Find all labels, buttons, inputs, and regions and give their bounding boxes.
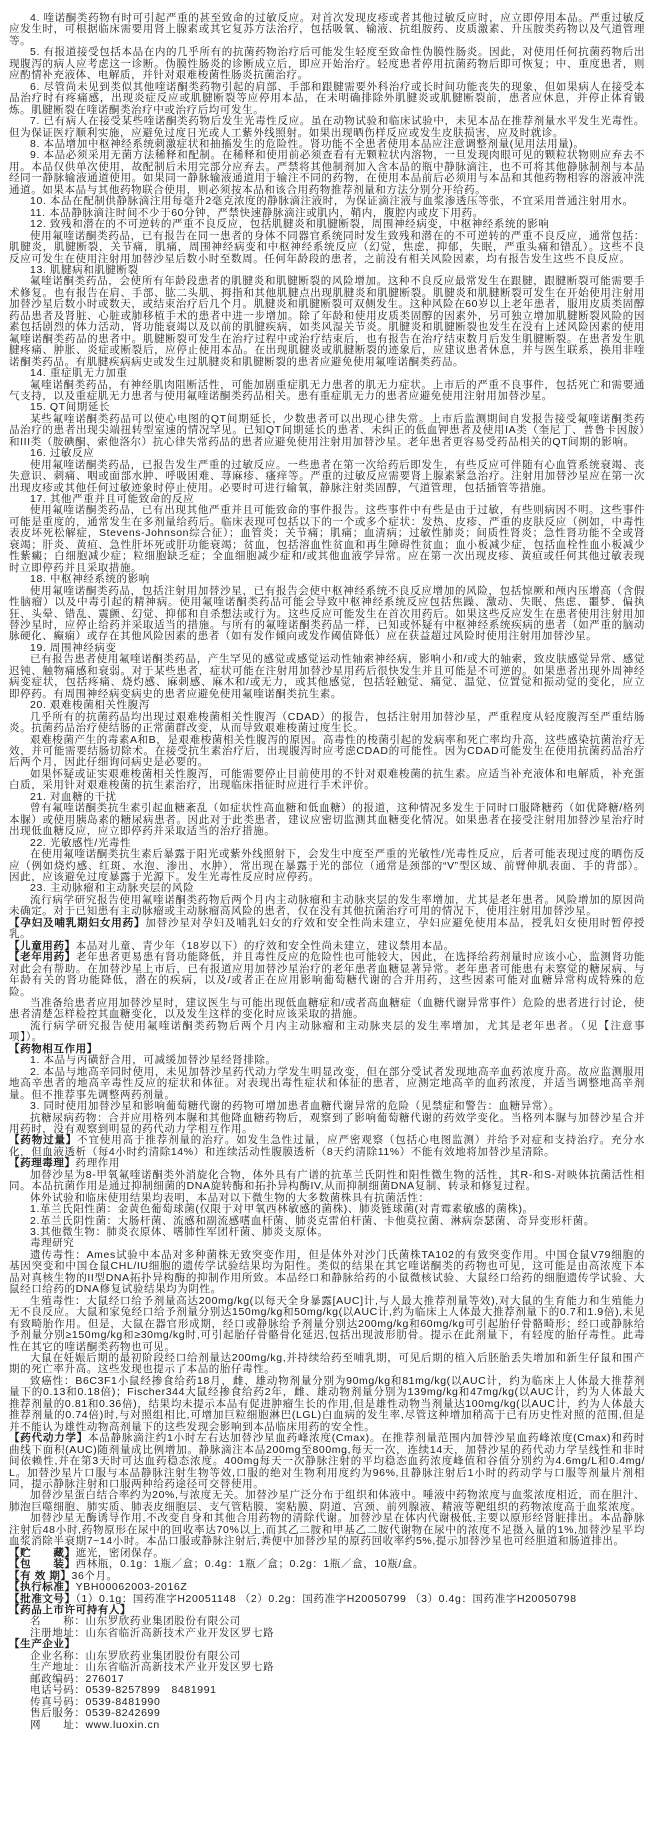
paragraph-text: 售后服务：0539-8242699 (30, 1707, 161, 1720)
paragraph-text: 名 称：山东罗欣药业集团股份有限公司 (30, 1615, 241, 1628)
paragraph-text: 2.革兰氏阴性菌：大肠杆菌、流感和副流感嗜血杆菌、肺炎克雷伯杆菌、卡他莫拉菌、淋病奈瑟菌、奇异变形杆菌。 (30, 1214, 595, 1227)
paragraph-text: 使用氟喹诺酮类药品，已有报告在同一患者的身体不同器官系统同时发生致残和潜在的不可逆转的严重不良反应，通常包括：肌腱炎，肌腱断裂，关节痛，肌痛，周围神经病变和中枢神经系统反应（幻觉，焦虑，抑郁，失眠，严重头痛和错乱）。这些不良反应可发生在使用注射用加替沙星后数小时至数周。任何年龄段的患者，之前没有相关风险因素，均有报告发生这些不良反应。 (9, 229, 645, 265)
paragraph-text: 抗糖尿病药物：合并应用格列本脲和其他降血糖药物后，观察到了影响葡萄糖代谢的药效学变化。当格列本脲与加替沙星合并用药时，没有观察到明显的药代动力学相互作用。 (9, 1111, 645, 1135)
paragraph (9, 505, 645, 574)
section-header: 【儿童用药】 (9, 939, 76, 952)
paragraph-text: 9. 本品必须采用无菌方法稀释和配制。在稀释和使用前必须查看有无颗粒状内溶物，一旦发现肉眼可见的颗粒状物则应弃去不用。本品仅供单次使用，故配制后未用完部分应弃去。严禁将其他制剂加入含本品的瓶中静脉滴注，也不可将其他静脉制剂与本品经同一静脉输液通道使用。如果同一静脉输液通道用于输注不同的药物，在使用本品前后必须用与本品和其他药物相容的溶液冲洗通道。如果本品与其他药物联合使用，则必须按本品和该合用药物推荐剂量和方法分别分开给药。 (9, 149, 645, 196)
paragraph-text: 5. 有报道接受包括本品在内的几乎所有的抗菌药物治疗后可能发生轻度至致命性伪膜性肠炎。因此，对使用任何抗菌药物后出现腹泻的病人应考虑这一诊断。伪膜性肠炎的诊断成立后，即应开始治疗。轻度患者停用抗菌药物后即可恢复；中、重度患者，则应酌情补充液体、电解质，并针对艰难梭菌性肠炎抗菌治疗。 (9, 46, 645, 82)
section-header: 【批准文号】 (9, 1592, 76, 1605)
paragraph-text: 2. 本品与地高辛同时使用，未见加替沙星药代动力学发生明显改变，但在部分受试者发现地高辛血药浓度升高。故应监测服用地高辛患者的地高辛毒性反应的症状和体征。对表现出毒性症状和体征的患者，应测定地高辛的血药浓度，并适当调整地高辛剂量。但不推荐事先调整两药剂量。 (9, 1065, 645, 1101)
document-body (9, 13, 645, 1731)
paragraph-text: 艰难梭菌产生的毒素A和B，是艰难梭菌相关性腹泻的原因。高毒性的梭菌引起的发病率和死亡率均升高，这些感染抗菌治疗无效，并可能需要结肠切除术。在接受抗生素治疗后，出现腹泻时应考虑CDAD的可能性。因为CDAD可能发生在使用抗菌药品治疗后两个月，因此仔细询问病史是必要的。 (9, 733, 645, 769)
paragraph (9, 586, 645, 643)
paragraph (9, 735, 645, 769)
paragraph-text: 3.其他微生物：肺炎衣原体、嗜肺性军团杆菌、肺炎支原体。 (30, 1226, 329, 1239)
paragraph-text: 流行病学研究报告使用氟喹诺酮类药物后两个月内主动脉瘤和主动脉夹层的发生率增加，尤其是老年患者。风险增加的原因尚未确定。对于已知患有主动脉瘤或主动脉瘤高风险的患者，仅在没有其他抗菌治疗可用的情况下，使用注射用加替沙星。 (9, 893, 645, 918)
paragraph (9, 1021, 645, 1044)
paragraph-text: 注册地址：山东省临沂高新技术产业开发区罗七路 (30, 1626, 275, 1639)
paragraph (9, 1628, 645, 1639)
paragraph (9, 769, 645, 792)
paragraph-text: 17. 其他严重并且可能致命的反应 (30, 493, 195, 506)
paragraph (9, 414, 645, 448)
paragraph (9, 380, 645, 403)
paragraph-text: 3. 同时使用加替沙星和影响葡萄糖代谢的药物可增加患者血糖代谢异常的危险（见禁症和警告：血糖异常）。 (30, 1100, 560, 1113)
paragraph-text: （1）0.1g：国药准字H20051148 （2）0.2g：国药准字H20050799 （3）0.4g：国药准字H20050798 (75, 1592, 577, 1605)
paragraph-text: 21. 对血糖的干扰 (30, 790, 117, 803)
section-paragraph (9, 1135, 645, 1158)
paragraph-text: 使用氟喹诺酮类药品，已报告发生严重的过敏反应。一些患者在第一次给药后即发生，有些反应可伴随有心血管系统衰竭、丧失意识、刺痛、咽或面部水肿、呼吸困难、荨麻疹、瘙痒等。严重的过敏反应需要肾上腺素紧急治疗。注射用加替沙星应在第一次出现皮疹或其他任何过敏迹象时停止使用。必要时可进行输氧，静脉注射类固醇，气道管理，包括插管等措施。 (9, 458, 645, 494)
paragraph (9, 998, 645, 1021)
paragraph (9, 47, 645, 81)
paragraph (9, 1296, 645, 1353)
section-header: 【药物相互作用】 (9, 1042, 98, 1055)
section-header: 【药理毒理】 (9, 1157, 76, 1170)
paragraph-text: 药理作用 (75, 1157, 121, 1170)
paragraph-text: 老年患者更易患有肾功能降低，并且毒性反应的危险性也可能较大，因此，在选择给药剂量时应该小心，监测肾功能对此会有帮助。在加替沙星上市后，已有报道应用加替沙星治疗的老年患者血糖显著异常。老年患者可能患有未察觉的糖尿病、与年龄有关的肾功能降低，潜在的疾病，以及/或者正在应用影响葡萄糖代谢的合并用药，这些因素可能对血糖异常构成特殊的危险。 (9, 951, 645, 998)
section-paragraph (9, 952, 645, 998)
paragraph-text: 不宜使用高于推荐剂量的治疗。如发生急性过量，应严密观察（包括心电图监测）并给予对症和支持治疗。充分水化，但血液透析（每4小时约清除14%）和连续活动性腹膜透析（8天约清除11%）不能有效地将加替沙星清除。 (9, 1134, 645, 1158)
paragraph (9, 1113, 645, 1136)
paragraph (9, 1250, 645, 1296)
paragraph-text: 遗传毒性：Ames试验中本品对多种菌株无致突变作用，但是体外对沙门氏菌株TA102的有致突变作用。中国仓鼠V79细胞的基因突变和中国仓鼠CHL/IU细胞的遗传学试验结果均为阳性。类似的结果在其它喹诺酮类的药物也可见，这可能是由高浓度下本品对真核生物的II型DNA拓扑异构酶的抑制作用所致。本品经口和静脉给药的小鼠微核试验、大鼠经口给药的细胞遗传学试验、大鼠经口给药的DNA修复试验结果均为阴性。 (9, 1248, 645, 1296)
paragraph-text: 11. 本品静脉滴注时间不少于60分钟，严禁快速静脉滴注或肌内，鞘内，腹腔内或皮下用药。 (30, 206, 484, 219)
paragraph-text: 加替沙星对孕妇及哺乳妇女的疗效和安全性尚未建立，孕妇应避免使用本品，授乳妇女使用时暂停授乳。 (9, 916, 645, 941)
section-header: 【包 装】 (9, 1558, 76, 1571)
paragraph-text: 10. 本品在配制供静脉滴注用每毫升2毫克浓度的静脉滴注液时，为保证滴注液与血浆渗透压等张，不宜采用普通注射用水。 (30, 195, 634, 208)
section-header: 【老年用药】 (9, 951, 76, 964)
paragraph-text: 几乎所有的抗菌药品均出现过艰难梭菌相关性腹泻（CDAD）的报告，包括注射用加替沙星，严重程度从轻度腹泻至严重结肠炎。抗菌药品治疗使结肠的正常菌群改变，从而导致艰难梭菌过度生长。 (9, 710, 645, 735)
paragraph-text: 20. 艰难梭菌相关性腹泻 (30, 699, 150, 712)
paragraph (9, 82, 645, 116)
paragraph-text: 遮光，密闭保存。 (75, 1546, 165, 1559)
paragraph (9, 1227, 645, 1238)
paragraph-text: 生产地址：山东省临沂高新技术产业开发区罗七路 (30, 1661, 275, 1674)
paragraph-text: 1. 本品与丙磺舒合用，可减缓加替沙星经肾排除。 (30, 1054, 277, 1067)
paragraph-text: 13. 肌腱病和肌腱断裂 (30, 263, 139, 276)
paragraph (9, 1067, 645, 1101)
paragraph-text: 7. 已有病人在接受某些喹诺酮类药物后发生光毒性反应。虽在动物试验和临床试验中，未见本品在推荐剂量水平发生光毒性。但为保证医疗顺利实施，应避免过度日光或人工紫外线照射。如果出现晒伤样反应或发生皮肤损害，应及时就诊。 (9, 115, 645, 139)
paragraph-text: 大鼠在妊娠后期的最初阶段经口给剂量达200mg/kg,并持续给药至哺乳期，可见后期的植入后胚胎丢失增加和新生仔鼠和围产期的死亡率升高。这些发现也提示了本品的胎仔毒性。 (9, 1352, 645, 1376)
paragraph (9, 231, 645, 265)
paragraph (9, 1170, 645, 1193)
paragraph (9, 1353, 645, 1376)
paragraph-text: 如果怀疑或证实艰难梭菌相关性腹泻，可能需要停止目前使用的不针对艰难梭菌的抗生素。应适当补充液体和电解质，补充蛋白质，采用针对艰难梭菌的抗生素治疗，出现临床指征时应进行手术评价。 (9, 767, 645, 792)
section-header: 【执行标准】 (9, 1581, 76, 1594)
paragraph (9, 1376, 645, 1433)
paragraph-text: 8. 本品增加中枢神经系统刺激症状和抽搐发生的危险性。肾功能不全患者使用本品应注意调整剂量(见用法用量)。 (30, 137, 585, 150)
paragraph-text: 加替沙星蛋白结合率约为20%,与浓度无关。加替沙星广泛分布于组织和体液中。唾液中药物浓度与血浆浓度相近，而在胆汁、肺泡巨噬细胞、肺实质、肺表皮细胞层、支气管粘膜、窦粘膜、阴道、宫颈、前列腺液、精液等靶组织的药物浓度高于血浆浓度。 (9, 1489, 645, 1513)
paragraph (9, 13, 645, 47)
paragraph-text: 18. 中枢神经系统的影响 (30, 573, 150, 586)
section-header: 【药代动力学】 (9, 1432, 89, 1445)
paragraph-text: 使用氟喹诺酮类药品，已有出现其他严重并且可能致命的事件报告。这些事件中有些是由于过敏，有些则病因不明。这些事件可能是重度的，通常发生在多剂量给药后。临床表现可包括以下的一个或多个症状：发热、皮疹、严重的皮肤反应（例如，中毒性表皮坏死松解症，Stevens-Johnson综合征）；血管炎；关节痛；肌痛；血清病；过敏性肺炎；间质性肾炎；急性肾功能不全或肾衰竭；肝炎、黄疸、急性肝坏死或肝功能衰竭；贫血，包括溶血性贫血和再生障碍性贫血；血小板减少症，包括血栓性血小板减少性紫癜；白细胞减少症；粒细胞缺乏症；全血细胞减少症和/或其他血液学异常。应在第一次出现皮疹、黄疸或任何其他过敏表现时立即停药并且采取措施。 (9, 504, 645, 574)
section-header: 【生产企业】 (9, 1638, 76, 1651)
paragraph-text: 本品静脉滴注约1小时左右达加替沙星血药峰浓度(Cmax)。在推荐剂量范围内加替沙星血药峰浓度(Cmax)和药时曲线下面积(AUC)随剂量成比例增加。静脉滴注本品200mg至800mg,每天一次，连续14天，加替沙星的药代动力学呈线性和非时间依赖性,并在第3天时可达血药稳态浓度。400mg每天一次静脉注射的平均稳态血药浓度峰值和谷值分别约为4.6mg/L和0.4mg/L。加替沙星片口服与本品静脉注射生物等效,口服的绝对生物利用度约为96%,且静脉注射后1小时的药动学与口服等剂量片剂相同，提示静脉注射和口服两种给药途径可交替使用。 (9, 1432, 645, 1490)
paragraph-text: 4. 喹诺酮类药物有时可引起严重的甚至致命的过敏反应。对首次发现皮疹或者其他过敏反应时，应立即停用本品。严重过敏反应发生时，可根据临床需要用肾上腺素或其它复苏方法治疗，包括吸氧、输液、抗组胺药、皮质激素、升压胺类药物以及气道管理等。 (9, 12, 645, 47)
paragraph-text: 在使用氟喹诺酮类抗生素后暴露于阳光或紫外线照射下，会发生中度至严重的光敏性/光毒性反应，后者可能表现过度的晒伤反应（例如烧灼感、红斑、水泡、渗出、水肿），常出现在暴露于光的部位（通常是颈部的“V”型区域、前臂伸肌表面、手的背部）。因此，应该避免过度暴露于光源下。发生光毒性反应时应停药。 (9, 848, 645, 883)
paragraph-text: 某些氟喹诺酮类药品可以使心电图的QT间期延长，少数患者可以出现心律失常。上市后监测期间自发报告接受氟喹诺酮类药品治疗的患者出现尖端扭转型室速的情况罕见。已知QT间期延长的患者、未纠正的低血钾患者及使用IA类（奎尼丁、普鲁卡因胺）和III类（胺碘酮、索他洛尔）抗心律失常药品的患者应避免使用注射用加替沙星。老年患者更容易受药品相关的QT间期的影响。 (9, 412, 645, 448)
paragraph-text: 氟喹诺酮类药品，会使所有年龄段患者的肌腱炎和肌腱断裂的风险增加。这种不良反应最常发生在跟腱，跟腱断裂可能需要手术修复。也有报告在肩、手部、肱二头肌、拇指和其他肌腱点出现肌腱炎和肌腱断裂。肌腱炎和肌腱断裂可发生在开始使用注射用加替沙星后数小时或数天，或结束治疗后几个月。肌腱炎和肌腱断裂可双侧发生。这种风险在60岁以上老年患者，服用皮质类固醇药品患者及肾脏、心脏或肺移植手术的患者中进一步增加。除了年龄和使用皮质类固醇的因素外，另可独立增加肌腱断裂风险的因素包括剧烈的体力活动，肾功能衰竭以及以前的肌腱疾病，如类风湿关节炎。肌腱炎和肌腱断裂也发生在没有上述风险因素的使用氟喹诺酮类药品的患者中。肌腱断裂可发生在治疗过程中或治疗结束后，也有报告在治疗结束数月后发生肌腱断裂。在患者发生肌腱疼痛、肿胀、炎症或断裂后，应停止使用本品。在出现肌腱炎或肌腱断裂的迹象后，应建议患者休息，并与医生联系，换用非喹诺酮类药品。有肌腱疾病病史或发生过肌腱炎和肌腱断裂的患者应避免使用氟喹诺酮类药品。 (9, 275, 645, 368)
paragraph-text: 体外试验和临床使用结果均表明，本品对以下微生物的大多数菌株具有抗菌活性： (30, 1191, 430, 1204)
paragraph-text: 邮政编码：276017 (30, 1672, 125, 1685)
paragraph-text: 12. 致残和潜在的不可逆转的严重不良反应，包括肌腱炎和肌腱断裂，周围神经病变，中枢神经系统的影响 (30, 218, 550, 231)
section-header: 【有 效 期】 (9, 1569, 72, 1582)
paragraph-text: 本品对儿童、青少年（18岁以下）的疗效和安全性尚未建立，建议禁用本品。 (75, 939, 455, 952)
paragraph (9, 712, 645, 735)
paragraph (9, 1490, 645, 1513)
paragraph-text: 曾有氟喹诺酮类抗生素引起血糖紊乱（如症状性高血糖和低血糖）的报道，这种情况多发生于同时口服降糖药（如优降糖/格列本脲）或使用胰岛素的糖尿病患者。因此对于此类患者，建议应密切监测其血糖变化情况。如果患者在接受注射用加替沙星治疗时出现低血糖反应，应立即停药并采取适当的治疗措施。 (9, 802, 645, 838)
paragraph-text: 网 址：www.luoxin.cn (30, 1718, 160, 1731)
paragraph-text: 传真号码：0539-8481990 (30, 1695, 161, 1708)
section-header: 【孕妇及哺乳期妇女用药】 (9, 916, 146, 929)
paragraph-text: 加替沙星为8-甲氧氟喹诺酮类外消旋化合物，体外具有广谱的抗革兰氏阴性和阳性微生物的活性，其R-和S-对映体抗菌活性相同。本品抗菌作用是通过抑制细菌的DNA旋转酶和拓扑异构酶IV,从而抑制细菌DNA复制、转录和修复过程。 (9, 1168, 645, 1193)
paragraph-text: YBH00062003-2016Z (75, 1581, 188, 1594)
paragraph-text: 使用氟喹诺酮类药品，包括注射用加替沙星，已有报告会使中枢神经系统不良反应增加的风险，包括惊厥和颅内压增高（含假性脑瘤）以及中毒引起的精神病。使用氟喹诺酮类药品可能会导致中枢神经系统反应包括焦躁、激动、失眠、焦虑、噩梦、偏执狂、头晕、错乱、震颤、幻觉、抑郁和自杀想法或行为。这些反应可能发生在首次用药后。如果这些反应发生在患者使用注射用加替沙星时，应停止给药并采取适当的措施。与所有的氟喹诺酮类药品一样，已知或怀疑有中枢神经系统疾病的患者（如严重的脑动脉硬化、癫痫）或存在其他风险因素的患者（如有发作倾向或发作阈值降低）应在获益超过风险时使用注射用加替沙星。 (9, 584, 645, 643)
paragraph-text: 22. 光敏感性/光毒性 (30, 836, 132, 849)
paragraph (9, 1513, 645, 1547)
paragraph (9, 1720, 645, 1731)
paragraph (9, 150, 645, 196)
paragraph (9, 460, 645, 494)
paragraph (9, 849, 645, 883)
section-header: 【药物过量】 (9, 1134, 78, 1147)
section-paragraph (9, 1433, 645, 1490)
paragraph-text: 毒理研究 (30, 1237, 75, 1250)
paragraph-text: 加替沙星无酶诱导作用,不改变自身和其他合用药物的清除代谢。加替沙星在体内代谢极低,主要以原形经肾脏排出。本品静脉注射后48小时,药物原形在尿中的回收率达70%以上,而其乙二胺和甲基乙二胺代谢物在尿中的浓度不足摄入量的1%,加替沙星平均血浆消除半衰期7~14小时。本品口服或静脉注射后,粪便中加替沙星的原药回收率约5%,提示加替沙星也可经胆道和肠道排出。 (9, 1512, 645, 1548)
section-paragraph (9, 918, 645, 941)
paragraph (9, 654, 645, 700)
paragraph-text: 14. 重症肌无力加重 (30, 367, 128, 380)
paragraph (9, 803, 645, 837)
section-header: 【贮 藏】 (9, 1546, 76, 1559)
paragraph-text: 已有报告患者使用氟喹诺酮类药品，产生罕见的感觉或感觉运动性轴索神经病，影响小和/或大的轴索，致皮肤感觉异常、感觉迟钝、触物痛感和衰弱。对于某些患者，症状可能在注射用加替沙星用药后很快发生并且可能是不可逆的。如果患者出现外周神经病变症状，包括疼痛、烧灼感、麻刺感、麻木和/或无力，或其他感觉，包括轻触觉、痛觉、温觉、位置觉和振动觉的变化，应立即停药。有周围神经病变病史的患者应避免使用氟喹诺酮类抗生素。 (9, 653, 645, 700)
paragraph (9, 116, 645, 139)
paragraph-text: 1.革兰氏阳性菌：金黄色葡萄球菌(仅限于对甲氧西林敏感的菌株)、肺炎链球菌(对青霉素敏感的菌株)。 (30, 1203, 534, 1216)
paragraph-text: 当准备给患者应用加替沙星时，建议医生与可能出现低血糖症和/或者高血糖症（血糖代谢异常事件）危险的患者进行讨论，使患者清楚怎样检控其血糖变化，以及发生这样的变化时应该采取的措施。 (9, 996, 645, 1021)
paragraph-text: 23. 主动脉瘤和主动脉夹层的风险 (30, 882, 195, 895)
paragraph-text: 氟喹诺酮类药品，有神经肌肉阻断活性，可能加剧重症肌无力患者的肌无力症状。上市后的严重不良事件，包括死亡和需要通气支持，以及重症肌无力患者与使用氟喹诺酮类药品相关。患有重症肌无力的患者应避免使用注射用加替沙星。 (9, 378, 645, 402)
paragraph-text: 16. 过敏反应 (30, 447, 95, 460)
paragraph-text: 6. 尽管尚未见到类似其他喹诺酮类药物引起的肩部、手部和跟腱需要外科治疗或长时间功能丧失的现象，但如果病人在接受本品治疗时有疼痛感，出现炎症反应或肌腱断裂等应停用本品，在未明确排除外肌腱炎或肌腱断裂前，患者应休息，并停止体育锻炼。肌腱断裂在喹诺酮类治疗中或治疗后均可发生。 (9, 80, 645, 116)
paragraph-text: 19. 周围神经病变 (30, 641, 117, 654)
paragraph (9, 276, 645, 368)
paragraph-text: 15. QT间期延长 (30, 401, 111, 414)
paragraph-text: 西林瓶，0.1g：1瓶／盒；0.4g：1瓶／盒；0.2g：1瓶／盒，10瓶/盒。 (75, 1558, 425, 1571)
paragraph-text: 流行病学研究报告使用氟喹诺酮类药物后两个月内主动脉瘤和主动脉夹层的发生率增加，尤其是老年患者。（见【注意事项】）。 (9, 1019, 645, 1044)
paragraph-text: 致癌性：B6C3F1小鼠经掺食给药18月，雌、雄动物剂量分别为90mg/kg和81mg/kg(以AUC计，约为临床上人体最大推荐剂量下的0.13和0.18倍)；Fischer344大鼠经掺食给药2年，雌、雄动物剂量分别为139mg/kg和47mg/kg(以AUC计，约为人体最大推荐剂量的0.81和0.36倍)，结果均未提示本品有促进肿瘤生长的作用,但是雄性动物当剂量达100mg/kg(以AUC计，约为人体最大推荐剂量的0.74倍)时,与对照组相比,可增加巨粒细胞淋巴(LGL)白血病的发生率,尽管这种增加稍高于已有历史性对照的范围,但是并不能认为雄性动物高剂量下的这些发现会影响到本品临床用药的安全性。 (9, 1374, 645, 1433)
paragraph-text: 生殖毒性：大鼠经口给予剂量高达200mg/kg(以每天全身暴露[AUC]计,与人最大推荐剂量等效),对大鼠的生育能力和生殖能力无不良反应。大鼠和家兔经口给予剂量分别达150mg/kg和50mg/kg(以AUC计,约为临床上人体最大推荐剂量下的0.7和1.9倍),未见有致畸胎作用。但是，大鼠在器官形成期，经口或静脉给予剂量分别达200mg/kg和60mg/kg可引起胎仔骨骼畸形；经口或静脉给予剂量分别≥150mg/kg和≥30mg/kg时,可引起胎仔骨骼骨化延迟,包括出现波形肋骨。提示在此剂量下，有轻度的胎仔毒性。此毒性在其它的喹诺酮类药物也可见。 (9, 1294, 645, 1353)
section-header: 【药品上市许可持有人】 (9, 1603, 132, 1616)
paragraph-text: 企业名称：山东罗欣药业集团股份有限公司 (30, 1649, 241, 1662)
paragraph-text: 36个月。 (71, 1569, 118, 1582)
paragraph (9, 895, 645, 918)
paragraph-text: 电话号码：0539-8257899 8481991 (30, 1684, 217, 1697)
